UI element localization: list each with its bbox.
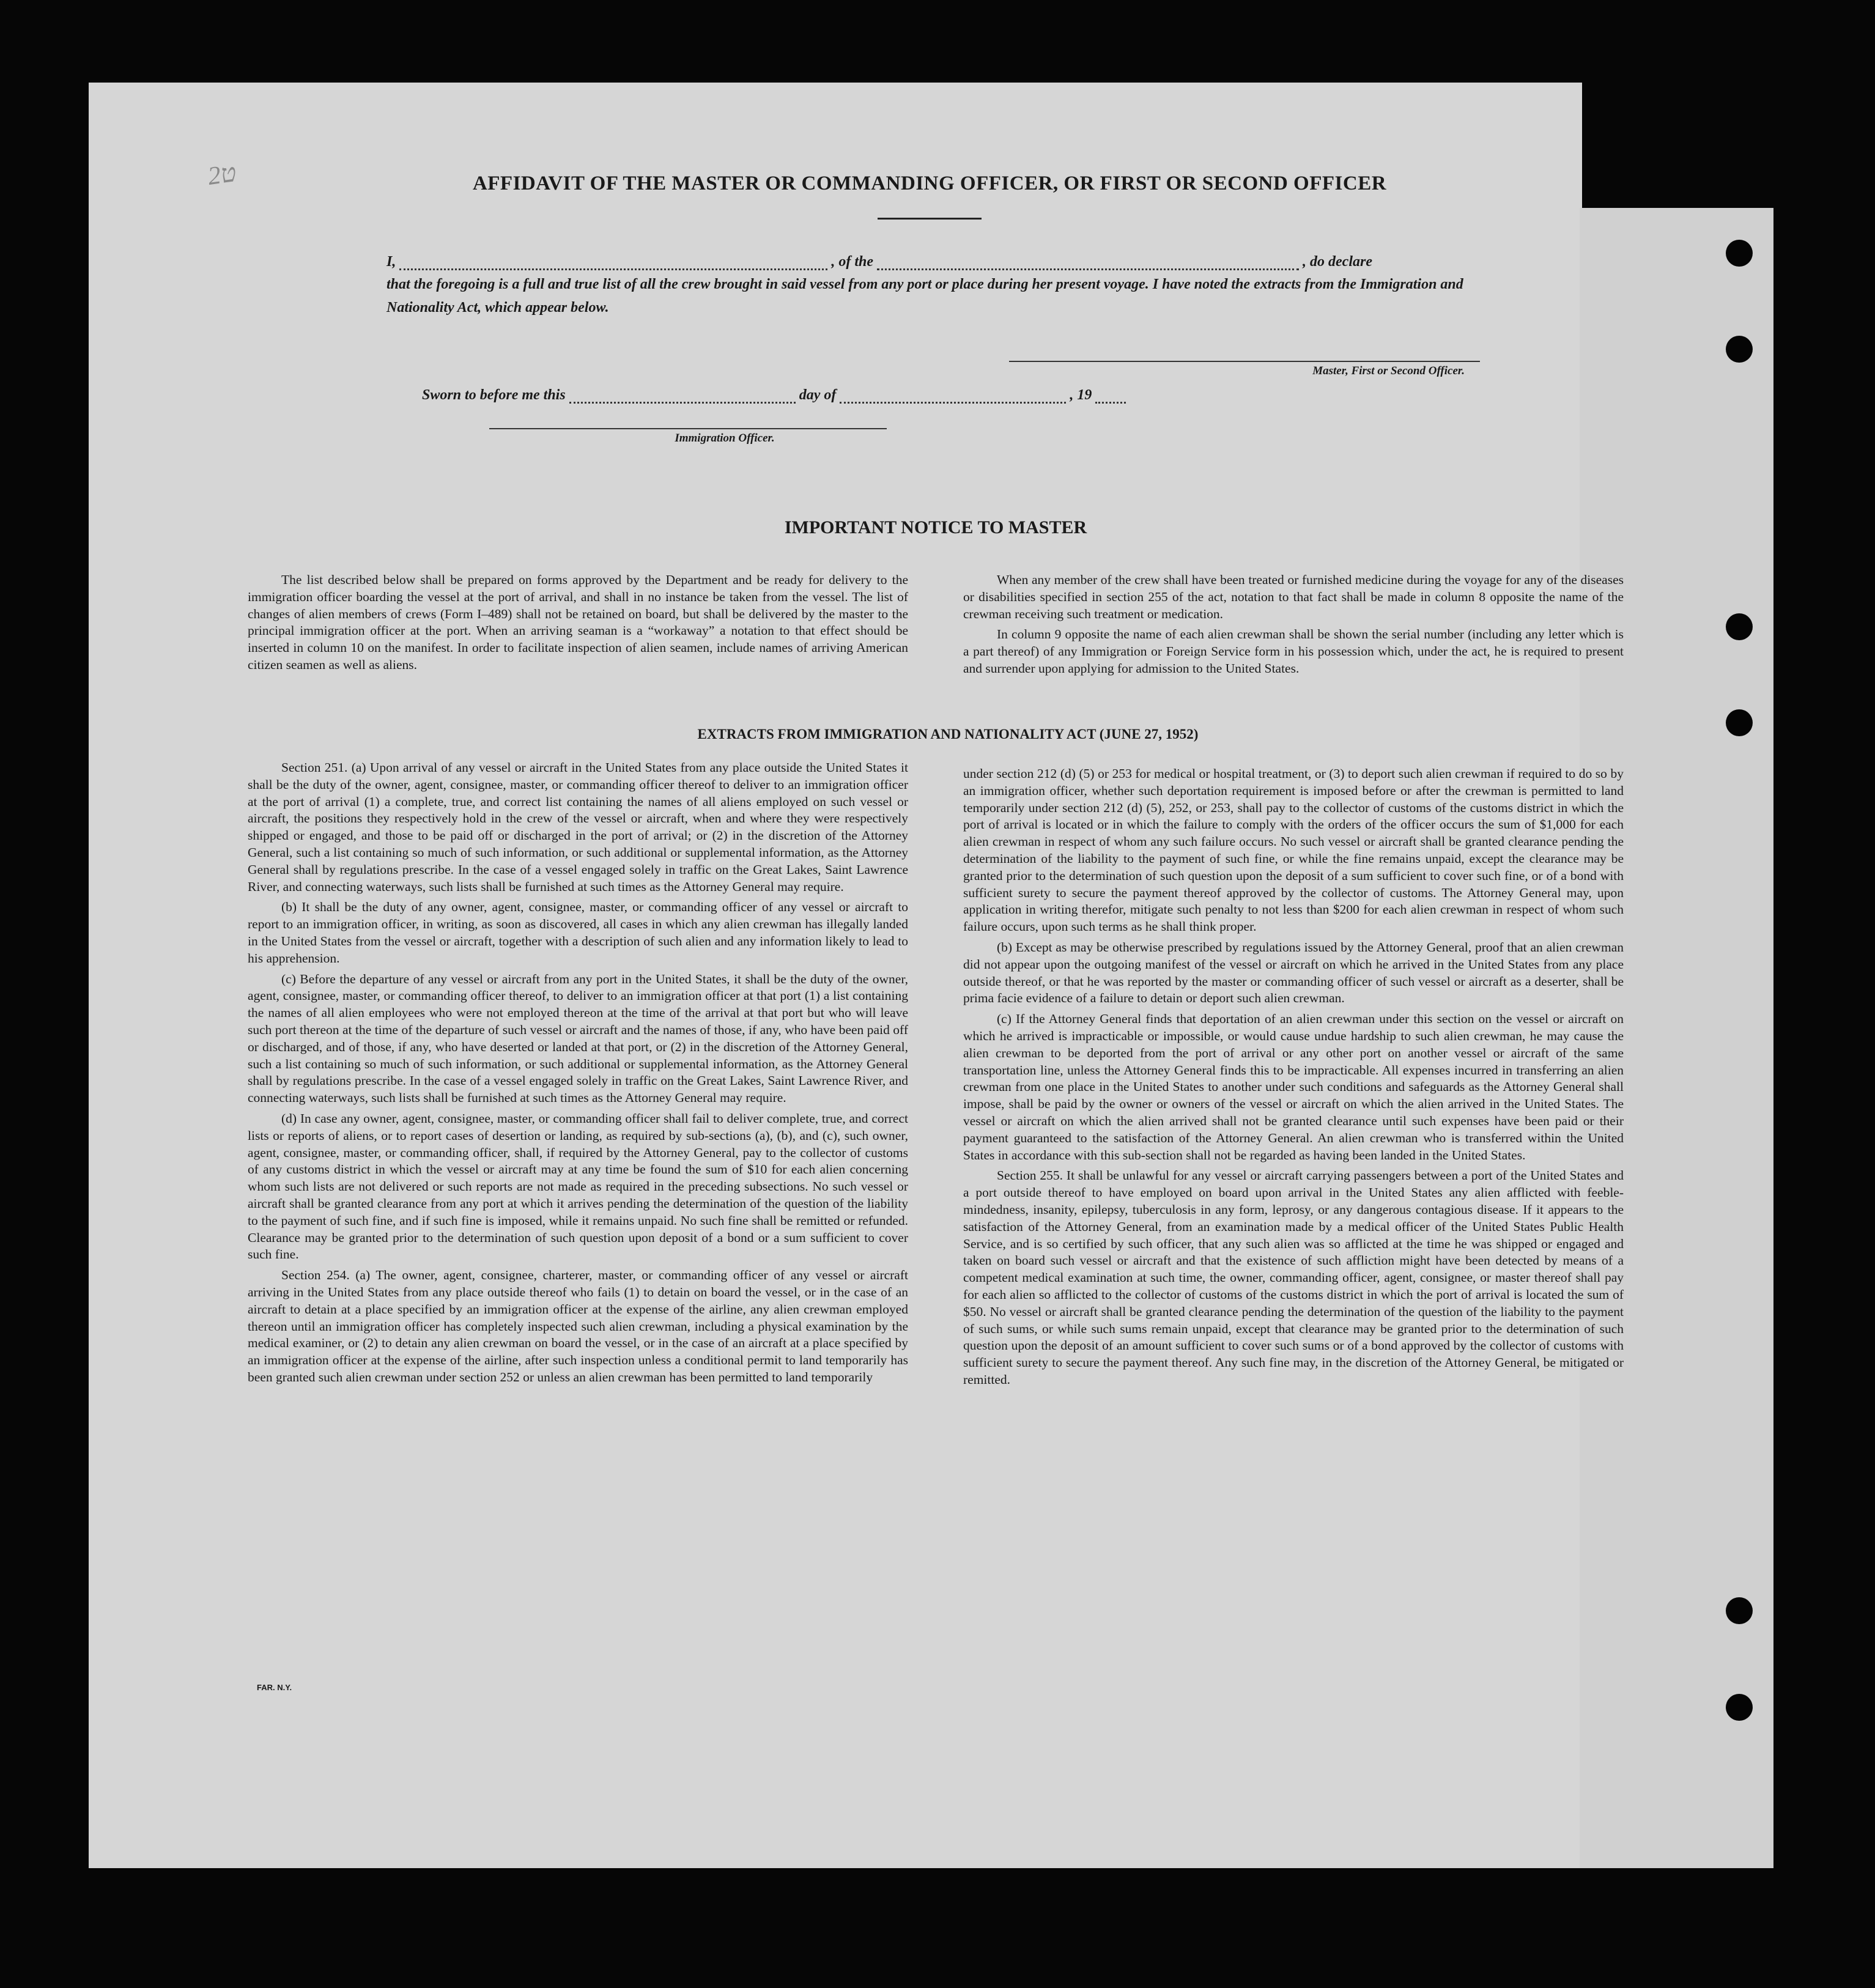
sworn-label: Sworn to before me this	[422, 387, 566, 403]
extracts-right-column	[963, 766, 1624, 1392]
immigration-officer-signature-field[interactable]	[489, 428, 887, 429]
extract-paragraph: under section 212 (d) (5) or 253 for medical or hospital treatment, or (3) to deport such alien crewman if required to do so by an immigration officer, whether such deportation requirement is imposed before or after the crewman is permitted to land temporarily under section 212 (d) (5), 252, or 253, shall pay to the collector of customs of the customs district in which the port of arrival is located or in which the failure to comply with the orders of the officer occurs the sum of $1,000 for each alien crewman in respect of whom any such failure occurs. No such vessel or aircraft shall be granted clearance pending the determination of the liability to the payment of such fine, or while the fine remains unpaid, except the clearance may be granted prior to the determination of such question upon the deposit of a sum sufficient to cover such fine, or of a bond with sufficient surety to secure the payment thereof approved by the collector of customs. The Attorney General may, upon application in writing therefor, mitigate such penalty to not less than $200 for each alien crewman in respect of whom such failure occurs, upon such terms as he shall think proper.	[963, 766, 1624, 934]
extracts-left-column	[248, 759, 908, 1390]
extract-paragraph: (b) Except as may be otherwise prescribed by regulations issued by the Attorney General, proof that an alien crewman did not appear upon the outgoing manifest of the vessel or aircraft on which he arrived in the United States from any place outside thereof, or that he was reported by the master or commanding officer of such vessel or aircraft as a deserter, shall be prima facie evidence of a failure to detain or deport such alien crewman.	[963, 939, 1624, 1006]
notice-paragraph: In column 9 opposite the name of each alien crewman shall be shown the serial number (including any letter which is a part thereof) of any Immigration or Foreign Service form in his possession which, under the act, he is required to present and surrender upon applying for admission to the United States.	[963, 627, 1624, 676]
notice-paragraph: The list described below shall be prepared on forms approved by the Department and be ready for delivery to the immigration officer boarding the vessel at the port of arrival, and shall in no instance be taken from the vessel. The list of changes of alien members of crews (Form I–489) shall not be retained on board, but shall be delivered by the master to the principal immigration officer at the port. When an arriving seaman is a “workaway” a notation to that effect should be inserted in column 10 on the manifest. In order to facilitate inspection of alien seamen, include names of arriving American citizen seamen as well as aliens.	[248, 572, 908, 672]
punch-hole	[1726, 709, 1753, 736]
master-signature-field[interactable]	[1009, 361, 1480, 362]
declaration-text: that the foregoing is a full and true list of all the crew brought in said vessel from any port or place during her present voyage. I have noted the extracts from the Immigration and Nationality Act, which appear below.	[386, 276, 1463, 316]
punch-hole	[1726, 1597, 1753, 1624]
declaration-line	[386, 246, 1481, 270]
sworn-month-field[interactable]	[840, 391, 1066, 404]
affidavit-title: AFFIDAVIT OF THE MASTER OR COMMANDING OFFICER, OR FIRST OR SECOND OFFICER	[472, 172, 1387, 194]
extract-paragraph: (b) It shall be the duty of any owner, agent, consignee, master, or commanding officer of any vessel or aircraft to report to an immigration officer, in writing, as soon as discovered, all cases in which any alien crewman has illegally landed in the United States from the vessel or aircraft, together with a description of such alien and any information likely to lead to his apprehension.	[248, 900, 908, 966]
vessel-field[interactable]	[877, 257, 1299, 270]
extract-paragraph: Section 251. (a) Upon arrival of any vessel or aircraft in the United States from any place outside the United States it shall be the duty of the owner, agent, consignee, master, or commanding officer thereof to deliver to an immigration officer at the port of arrival (1) a complete, true, and correct list containing the names of all aliens employed on such vessel or aircraft, the positions they respectively hold in the crew of the vessel or aircraft, when and where they were respectively shipped or engaged, and those to be paid off or discharged in the port of arrival; or (2) in the discretion of the Attorney General, such a list containing so much of such information, or such additional or supplemental information, as the Attorney General shall by regulations prescribe. In the case of a vessel engaged solely in traffic on the Great Lakes, Saint Lawrence River, and connecting waterways, such lists shall be furnished at such times as the Attorney General may require.	[248, 760, 908, 894]
extract-paragraph: (d) In case any owner, agent, consignee, master, or commanding officer shall fail to deliver complete, true, and correct lists or reports of aliens, or to report cases of desertion or landing, as required by sub-sections (a), (b), and (c), such owner, agent, consignee, master, or commanding officer, shall, if required by the Attorney General, pay to the collector of customs of any customs district in which the vessel or aircraft may at any time be found the sum of $10 for each alien concerning whom such lists are not delivered or such reports are not made as required in the preceding subsections. No such vessel or aircraft shall be granted clearance from any port at which it arrives pending the determination of the question of the liability to the payment of such fine, and if such fine is imposed, while it remains unpaid. No such fine shall be remitted or refunded. Clearance may be granted prior to the determination of such question upon deposit of a bond or a sum sufficient to cover such fine.	[248, 1110, 908, 1262]
notice-heading: IMPORTANT NOTICE TO MASTER	[784, 517, 1087, 538]
sworn-day-field[interactable]	[569, 391, 796, 404]
title-rule	[878, 218, 982, 220]
punch-hole	[1726, 336, 1753, 363]
i-label: I,	[386, 254, 396, 270]
notice-right-column	[963, 572, 1624, 681]
do-declare-label: , do declare	[1303, 254, 1372, 270]
extract-paragraph: (c) Before the departure of any vessel or aircraft from any port in the United States, it shall be the duty of the owner, agent, consignee, master, or commanding officer thereof, to deliver to an immigration officer at that port (1) a list containing the names of all alien employees who were not employed thereon at the time of the arrival at that port but who will leave such port thereon at the time of the departure of such vessel or aircraft and the names of those, if any, who have been paid off or discharged, and of those, if any, who have deserted or landed at that port, or (2) in the discretion of the Attorney General, such a list containing so much of such information, or such additional or supplemental information, as the Attorney General shall by regulations prescribe. In the case of a vessel engaged solely in traffic on the Great Lakes, Saint Lawrence River, and connecting waterways, such lists shall be furnished at such times as the Attorney General may require.	[248, 971, 908, 1106]
punch-hole	[1726, 1694, 1753, 1721]
extract-paragraph: Section 254. (a) The owner, agent, consignee, charterer, master, or commanding officer of any vessel or aircraft arriving in the United States from any place outside thereof who fails (1) to detain on board the vessel, or in the case of an aircraft to detain at a place specified by an immigration officer at the expense of the airline, any alien crewman employed thereon until an immigration officer has completely inspected such alien crewman, including a physical examination by the medical examiner, or (2) to detain any alien crewman on board the vessel, or in the case of an aircraft at a place specified by an immigration officer at the expense of the airline, after such inspection unless a conditional permit to land temporarily has been granted such alien crewman under section 252 or unless an alien crewman has been permitted to land temporarily	[248, 1268, 908, 1384]
punch-hole	[1726, 240, 1753, 267]
notice-paragraph: When any member of the crew shall have been treated or furnished medicine during the voyage for any of the diseases or disabilities specified in section 255 of the act, notation to that fact shall be made in column 8 opposite the name of the crewman receiving such treatment or medication.	[963, 572, 1624, 621]
of-the-label: , of the	[831, 254, 874, 270]
name-field[interactable]	[399, 257, 827, 270]
extract-paragraph: Section 255. It shall be unlawful for any vessel or aircraft carrying passengers between a port of the United States and a port outside thereof to have employed on board upon arrival in the United States any alien afflicted with feeble-mindedness, insanity, epilepsy, tuberculosis in any form, leprosy, or any dangerous contagious disease. If it appears to the satisfaction of the Attorney General, from an examination made by a medical officer of the United States Public Health Service, and is so certified by such officer, that any such alien was so afflicted at the time he was shipped or engaged and taken on board such vessel or aircraft and that the existence of such affliction might have been detected by means of a competent medical examination at such time, the owner, commanding officer, agent, consignee, or master thereof shall pay for each alien so afflicted to the collector of customs of the customs district in which the port of arrival is located the sum of $50. No vessel or aircraft shall be granted clearance pending the determination of the question of the liability to the payment of such sums, or while such sums remain unpaid, except that clearance may be granted prior to the determination of such question upon the deposit of an amount sufficient to cover such sums or of a bond approved by the collector of customs with sufficient surety to secure the payment thereof. Any such fine may, in the discretion of the Attorney General, be mitigated or remitted.	[963, 1168, 1624, 1387]
punch-hole	[1726, 613, 1753, 640]
pencil-annotation: ט2	[206, 158, 239, 191]
extract-paragraph: (c) If the Attorney General finds that deportation of an alien crewman under this section on the vessel or aircraft on which he arrived is impracticable or impossible, or would cause undue hardship to such alien crewman, he may cause the alien crewman to be deported from the port of arrival or any other port on another vessel or aircraft of the same transportation line, unless the Attorney General finds this to be impracticable. All expenses incurred in transferring an alien crewman from one place in the United States to another under such conditions and safeguards as the Attorney General shall impose, shall be paid by the owner or owners of the vessel or aircraft on which the alien arrived in the United States. The vessel or aircraft on which the alien arrived shall not be granted clearance until such expenses have been paid or their payment guaranteed to the satisfaction of the Attorney General. An alien crewman who is transferred within the United States in accordance with this sub-section shall not be regarded as having been landed in the United States.	[963, 1011, 1624, 1162]
immigration-officer-label: Immigration Officer.	[675, 432, 775, 445]
day-of-label: day of	[799, 387, 837, 403]
notice-left-column	[248, 572, 908, 678]
year-label: , 19	[1070, 387, 1092, 403]
sworn-year-field[interactable]	[1095, 391, 1126, 404]
master-signature-label: Master, First or Second Officer.	[1312, 364, 1465, 377]
extracts-heading: EXTRACTS FROM IMMIGRATION AND NATIONALITY ACT (JUNE 27, 1952)	[697, 726, 1199, 742]
sworn-line	[422, 379, 1229, 404]
printer-mark: FAR. N.Y.	[257, 1683, 292, 1692]
